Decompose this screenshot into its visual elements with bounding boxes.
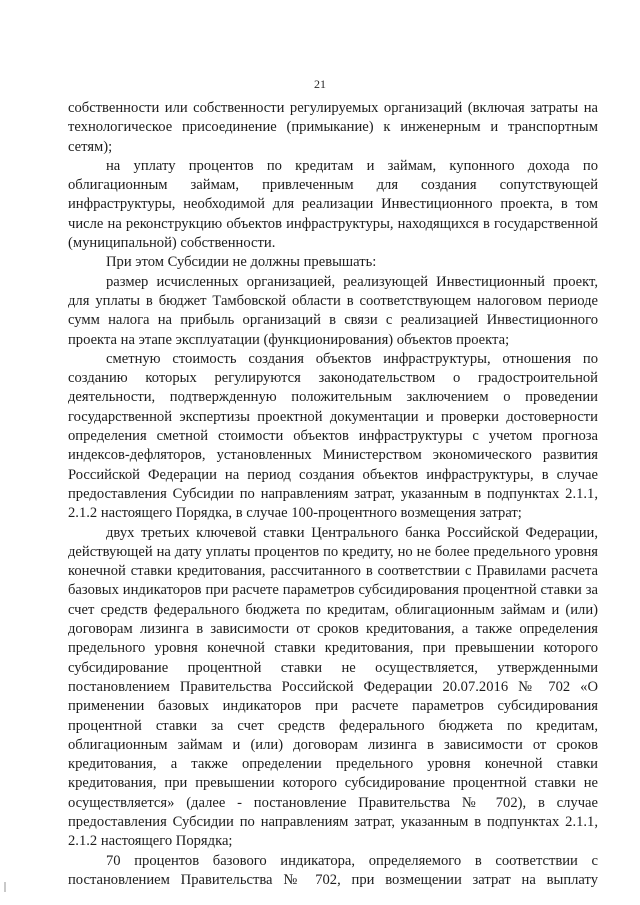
- paragraph-interest-payment: на уплату процентов по кредитам и займам, купонного дохода по облигационным займам, привлеченным для создания сопутствующей инфраструктуры, необходимой для реализации Инвестиционного проекта, в том числе на реконструкцию объектов инфраструктуры, находящихся в государственной (муниципальной) собственности.: [68, 157, 598, 252]
- paragraph-key-rate-limit: двух третьих ключевой ставки Центрального банка Российской Федерации, действующей на дату уплаты процентов по кредиту, но не более предельного уровня конечной ставки кредитования, рассчитанного в соответствии с Правилами расчета базовых индикаторов при расчете параметров субсидирования процентной ставки за счет средств федерального бюджета по кредитам, облигационным займам и (или) договорам лизинга в зависимости от сроков кредитования, а также определения предельного уровня конечной ставки кредитования, при превышении которого субсидирование процентной ставки не осуществляется, утвержденными постановлением Правительства Российской Федерации 20.07.2016 № 702 «О применении базовых индикаторов при расчете параметров субсидирования процентной ставки за счет средств федерального бюджета по кредитам, облигационным займам и (или) договорам лизинга в зависимости от сроков кредитования, а также определении предельного уровня конечной ставки кредитования, при превышении которого субсидирование процентной ставки не осуществляется» (далее - постановление Правительства № 702), в случае предоставления Субсидии по направлениям затрат, указанным в подпунктах 2.1.1, 2.1.2 настоящего Порядка;: [68, 524, 598, 850]
- page-number: 21: [314, 77, 326, 91]
- paragraph-network-connection: собственности или собственности регулируемых организаций (включая затраты на технологическое присоединение (примыкание) к инженерным и транспортным сетям);: [68, 100, 598, 155]
- paragraph-subsidy-limits-intro: При этом Субсидии не должны превышать:: [106, 254, 377, 271]
- scan-edge-mark: [4, 882, 6, 892]
- paragraph-estimated-cost-limit: сметную стоимость создания объектов инфраструктуры, отношения по созданию которых регулируются законодательством о градостроительной деятельности, подтвержденную положительным заключением о проведении государственной экспертизы проектной документации и проверки достоверности определения сметной стоимости объектов инфраструктуры с учетом прогноза индексов-дефляторов, установленных Министерством экономического развития Российской Федерации на период создания объектов инфраструктуры, в случае предоставления Субсидии по направлениям затрат, указанным в подпунктах 2.1.1, 2.1.2 настоящего Порядка, в случае 100-процентного возмещения затрат;: [68, 350, 598, 522]
- paragraph-base-indicator-limit: 70 процентов базового индикатора, определяемого в соответствии с постановлением Правительства № 702, при возмещении затрат на выплату: [68, 852, 598, 888]
- paragraph-profit-tax-limit: размер исчисленных организацией, реализующей Инвестиционный проект, для уплаты в бюджет Тамбовской области в соответствующем налоговом периоде сумм налога на прибыль организаций в связи с реализацией Инвестиционного проекта на этапе эксплуатации (функционирования) объектов проекта;: [68, 273, 598, 348]
- document-body: [68, 99, 598, 890]
